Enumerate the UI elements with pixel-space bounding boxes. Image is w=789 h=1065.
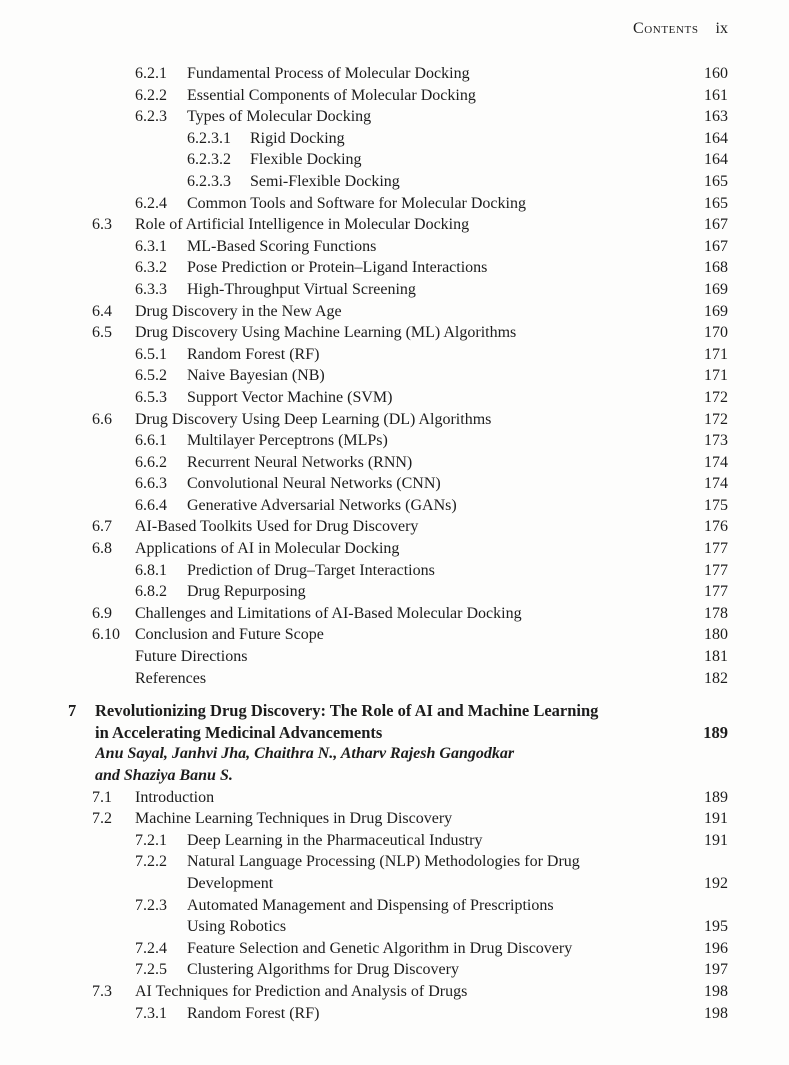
toc-entry: [0, 916, 728, 938]
toc-entry-text: Introduction: [135, 788, 215, 806]
toc-entry-page: 171: [704, 367, 728, 385]
toc-entry-page: 169: [704, 302, 728, 320]
toc-entry-page: 170: [704, 324, 728, 342]
toc-entry-number: 6.5.3: [135, 388, 167, 406]
toc-entry-text: Drug Repurposing: [187, 583, 306, 601]
toc-entry-page: 177: [704, 583, 728, 601]
toc-entry-number: 7.2.2: [135, 853, 167, 871]
toc-entry-page: 175: [704, 496, 728, 514]
toc-entry-text: Recurrent Neural Networks (RNN): [187, 453, 413, 471]
toc-entry-text: Drug Discovery Using Machine Learning (ML) Algorithms: [135, 324, 517, 342]
toc-entry-text: Types of Molecular Docking: [187, 108, 372, 126]
toc-entry-text: Future Directions: [135, 648, 248, 666]
toc-entry-page: 182: [704, 669, 728, 687]
toc-entry-number: 7.3: [92, 982, 112, 1000]
toc-entry: [0, 722, 728, 744]
toc-entry-page: 174: [704, 453, 728, 471]
toc-entry-number: 6.9: [92, 604, 112, 622]
toc-entry: [0, 808, 728, 830]
toc-entry-text: References: [135, 669, 207, 687]
toc-entry-number: 6.2.3.1: [187, 129, 231, 147]
toc-entry-number: 6.2.3.2: [187, 151, 231, 169]
toc-entry-page: 167: [704, 237, 728, 255]
toc-entry-text: Feature Selection and Genetic Algorithm in Drug Discovery: [187, 939, 573, 957]
toc-entry: [0, 581, 728, 603]
toc-entry: [0, 668, 728, 690]
toc-entry: [0, 149, 728, 171]
toc-entry: [0, 560, 728, 582]
toc-entry: [0, 603, 728, 625]
toc-entry-text: AI-Based Toolkits Used for Drug Discovery: [135, 518, 419, 536]
toc-entry-number: 7.2: [92, 810, 112, 828]
toc-entry: [0, 895, 728, 917]
toc-entry-text: and Shaziya Banu S.: [95, 767, 233, 784]
toc-entry: [0, 236, 728, 258]
toc-entry-text: Rigid Docking: [250, 129, 345, 147]
toc-entry-text: ML-Based Scoring Functions: [187, 237, 377, 255]
toc-entry-page: 180: [704, 626, 728, 644]
toc-entry-page: 195: [704, 918, 728, 936]
toc-entry-page: 198: [704, 1004, 728, 1022]
toc-list: [0, 63, 728, 1024]
toc-entry-number: 6.3.2: [135, 259, 167, 277]
toc-entry-text: Development: [187, 874, 274, 892]
toc-entry-page: 197: [704, 961, 728, 979]
toc-entry: [0, 830, 728, 852]
toc-entry-text: Multilayer Perceptrons (MLPs): [187, 432, 388, 450]
toc-entry-page: 196: [704, 939, 728, 957]
toc-entry-number: 7.3.1: [135, 1004, 167, 1022]
toc-entry-number: 6.8: [92, 540, 112, 558]
toc-entry-text: Applications of AI in Molecular Docking: [135, 540, 400, 558]
toc-entry-text: Fundamental Process of Molecular Docking: [187, 65, 470, 82]
toc-entry: [0, 365, 728, 387]
toc-entry-page: 172: [704, 410, 728, 428]
toc-entry: [0, 473, 728, 495]
toc-entry: [0, 700, 728, 722]
toc-entry: [0, 301, 728, 323]
toc-entry-number: 6.10: [92, 626, 120, 644]
toc-entry-text: Semi-Flexible Docking: [250, 172, 400, 190]
toc-entry-text: AI Techniques for Prediction and Analysis of Drugs: [135, 982, 468, 1000]
toc-entry-text: Drug Discovery Using Deep Learning (DL) Algorithms: [135, 410, 492, 428]
toc-entry-text: in Accelerating Medicinal Advancements: [95, 722, 383, 742]
toc-entry: [0, 409, 728, 431]
toc-entry: [0, 938, 728, 960]
toc-entry-text: Automated Management and Dispensing of Prescriptions: [187, 896, 554, 914]
toc-entry: [0, 452, 728, 474]
toc-entry-number: 6.6.3: [135, 475, 167, 493]
toc-entry-page: 165: [704, 172, 728, 190]
toc-entry-number: 7.1: [92, 788, 112, 806]
toc-entry-page: 172: [704, 388, 728, 406]
toc-entry-text: High-Throughput Virtual Screening: [187, 280, 416, 298]
toc-entry-page: 168: [704, 259, 728, 277]
toc-entry-page: 198: [704, 982, 728, 1000]
toc-entry: [0, 787, 728, 809]
toc-entry-text: Anu Sayal, Janhvi Jha, Chaithra N., Atharv Rajesh Gangodkar: [95, 745, 515, 763]
toc-entry-page: 191: [704, 810, 728, 828]
toc-entry-number: 6.2.4: [135, 194, 167, 212]
running-header: [633, 20, 728, 38]
toc-entry: [0, 851, 728, 873]
toc-entry-number: 6.5.2: [135, 367, 167, 385]
toc-entry-page: 160: [704, 65, 728, 82]
toc-entry-page: 165: [704, 194, 728, 212]
toc-entry-number: 7.2.3: [135, 896, 167, 914]
toc-entry-number: 7.2.1: [135, 831, 167, 849]
toc-entry: [0, 387, 728, 409]
toc-entry-number: 6.8.2: [135, 583, 167, 601]
toc-entry: [0, 128, 728, 150]
running-header-page-number: ix: [715, 20, 728, 37]
toc-entry: [0, 1003, 728, 1025]
toc-entry-number: 6.6.4: [135, 496, 167, 514]
toc-entry-number: 6.2.1: [135, 65, 167, 82]
toc-entry-text: Clustering Algorithms for Drug Discovery: [187, 961, 459, 979]
toc-entry: [0, 516, 728, 538]
toc-entry-page: 167: [704, 216, 728, 234]
toc-entry-page: 177: [704, 561, 728, 579]
toc-entry-text: Role of Artificial Intelligence in Molecular Docking: [135, 216, 470, 234]
toc-entry-number: 6.3.1: [135, 237, 167, 255]
toc-entry-text: Using Robotics: [187, 918, 287, 936]
toc-entry-number: 6.5: [92, 324, 112, 342]
toc-entry-page: 169: [704, 280, 728, 298]
toc-entry-page: 178: [704, 604, 728, 622]
toc-entry-number: 6.8.1: [135, 561, 167, 579]
running-header-title: Contents: [632, 20, 699, 37]
toc-entry: [0, 646, 728, 668]
toc-entry-number: 6.2.3.3: [187, 172, 231, 190]
toc-entry-text: Common Tools and Software for Molecular Docking: [187, 194, 526, 212]
toc-entry-page: 161: [704, 86, 728, 104]
toc-entry: [0, 322, 728, 344]
toc-entry: [0, 495, 728, 517]
toc-entry-number: 7: [68, 701, 77, 721]
toc-entry-page: 163: [704, 108, 728, 126]
toc-entry-text: Support Vector Machine (SVM): [187, 388, 393, 406]
toc-entry-text: Challenges and Limitations of AI-Based Molecular Docking: [135, 604, 522, 622]
toc-entry-page: 177: [704, 540, 728, 558]
toc-entry-text: Flexible Docking: [250, 151, 362, 169]
toc-entry: [0, 279, 728, 301]
toc-entry-text: Natural Language Processing (NLP) Methodologies for Drug: [187, 853, 580, 871]
toc-entry-page: 176: [704, 518, 728, 536]
toc-entry-number: 6.6.2: [135, 453, 167, 471]
toc-entry-text: Prediction of Drug–Target Interactions: [187, 561, 435, 579]
toc-entry-page: 189: [703, 722, 728, 742]
toc-entry-text: Deep Learning in the Pharmaceutical Industry: [187, 831, 483, 849]
toc-entry-page: 189: [704, 788, 728, 806]
toc-entry-text: Conclusion and Future Scope: [135, 626, 324, 644]
toc-entry: [0, 344, 728, 366]
toc-entry-number: 6.2.2: [135, 86, 167, 104]
toc-entry-page: 164: [704, 129, 728, 147]
toc-entry-number: 6.4: [92, 302, 112, 320]
toc-gap: [0, 689, 728, 700]
toc-entry-number: 6.3.3: [135, 280, 167, 298]
toc-entry: [0, 430, 728, 452]
toc-entry-text: Revolutionizing Drug Discovery: The Role of AI and Machine Learning: [95, 701, 599, 721]
toc-entry-number: 6.3: [92, 216, 112, 234]
toc-entry-page: 171: [704, 345, 728, 363]
toc-entry-text: Machine Learning Techniques in Drug Discovery: [135, 810, 453, 828]
toc-entry: [0, 193, 728, 215]
toc-entry-text: Essential Components of Molecular Docking: [187, 86, 476, 104]
toc-entry: [0, 214, 728, 236]
toc-entry: [0, 743, 728, 765]
toc-entry: [0, 106, 728, 128]
toc-entry-text: Random Forest (RF): [187, 1004, 320, 1022]
toc-entry-page: 173: [704, 432, 728, 450]
toc-entry-page: 174: [704, 475, 728, 493]
toc-entry-number: 7.2.5: [135, 961, 167, 979]
toc-entry-number: 6.2.3: [135, 108, 167, 126]
toc-entry: [0, 624, 728, 646]
toc-entry-text: Drug Discovery in the New Age: [135, 302, 342, 320]
toc-entry-text: Random Forest (RF): [187, 345, 320, 363]
toc-entry: [0, 873, 728, 895]
toc-entry: [0, 171, 728, 193]
toc-entry-number: 6.6: [92, 410, 112, 428]
toc-entry-text: Convolutional Neural Networks (CNN): [187, 475, 441, 493]
toc-entry-number: 7.2.4: [135, 939, 167, 957]
toc-entry-text: Generative Adversarial Networks (GANs): [187, 496, 457, 514]
toc-entry-page: 181: [704, 648, 728, 666]
toc-entry-number: 6.6.1: [135, 432, 167, 450]
toc-entry-number: 6.7: [92, 518, 112, 536]
toc-entry: [0, 85, 728, 107]
toc-entry-number: 6.5.1: [135, 345, 167, 363]
toc-entry-page: 164: [704, 151, 728, 169]
toc-entry: [0, 257, 728, 279]
toc-entry-page: 192: [704, 874, 728, 892]
toc-entry: [0, 981, 728, 1003]
toc-entry-text: Naive Bayesian (NB): [187, 367, 325, 385]
toc-entry-page: 191: [704, 831, 728, 849]
toc-entry: [0, 959, 728, 981]
toc-entry-text: Pose Prediction or Protein–Ligand Interactions: [187, 259, 488, 277]
toc-entry: [0, 765, 728, 787]
toc-entry: [0, 538, 728, 560]
toc-entry: [0, 63, 728, 85]
